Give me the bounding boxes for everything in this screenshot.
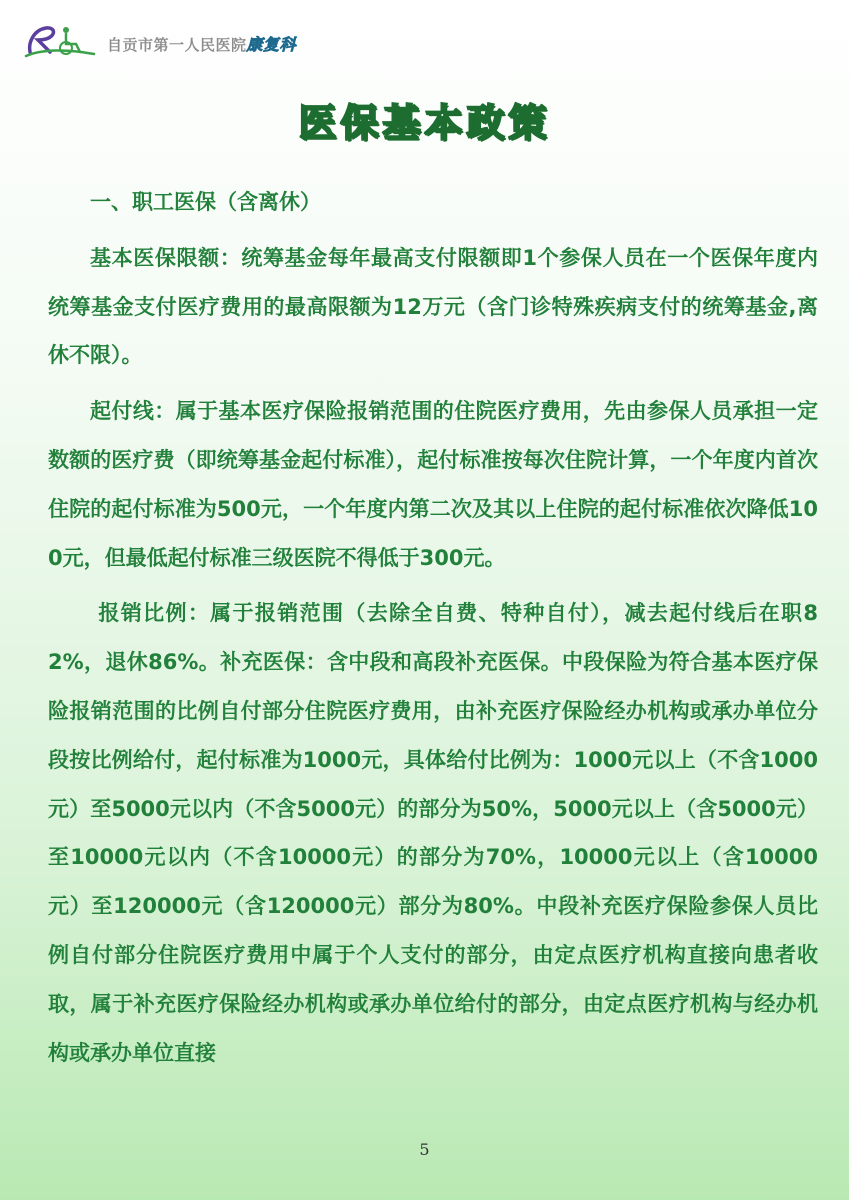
hospital-name: 自贡市第一人民医院 [107, 36, 247, 54]
page-number: 5 [419, 1140, 430, 1159]
hospital-logo [22, 22, 104, 60]
department-name: 康复科 [246, 35, 297, 54]
section-heading: 一、职工医保（含离休） [90, 190, 321, 214]
page-header [22, 22, 352, 62]
paragraph-limit: 基本医保限额：统筹基金每年最高支付限额即1个参保人员在一个医保年度内统筹基金支付医疗费用的最高限额为12万元（含门诊特殊疾病支付的统筹基金,离休不限）。 [48, 245, 818, 368]
document-body [48, 178, 818, 1084]
paragraph-deductible: 起付线：属于基本医疗保险报销范围的住院医疗费用，先由参保人员承担一定数额的医疗费（即统筹基金起付标准），起付标准按每次住院计算，一个年度内首次住院的起付标准为500元，一个年度内第二次及其以上住院的起付标准依次降低100元，但最低起付标准三级医院不得低于300元。 [48, 399, 818, 570]
paragraph-reimbursement: 报销比例：属于报销范围（去除全自费、特种自付），减去起付线后在职82%，退休86%。补充医保：含中段和高段补充医保。中段保险为符合基本医疗保险报销范围的比例自付部分住院医疗费用，由补充医疗保险经办机构或承办单位分段按比例给付，起付标准为1000元，具体给付比例为：1000元以上（不含1000元）至5000元以内（不含5000元）的部分为50%，5000元以上（含5000元）至10000元以内（不含10000元）的部分为70%，10000元以上（含10000元）至120000元（含120000元）部分为80%。中段补充医疗保险参保人员比例自付部分住院医疗费用中属于个人支付的部分，由定点医疗机构直接向患者收取，属于补充医疗保险经办机构或承办单位给付的部分，由定点医疗机构与经办机构或承办单位直接 [48, 601, 818, 1065]
page-title: 医保基本政策 [298, 101, 551, 145]
